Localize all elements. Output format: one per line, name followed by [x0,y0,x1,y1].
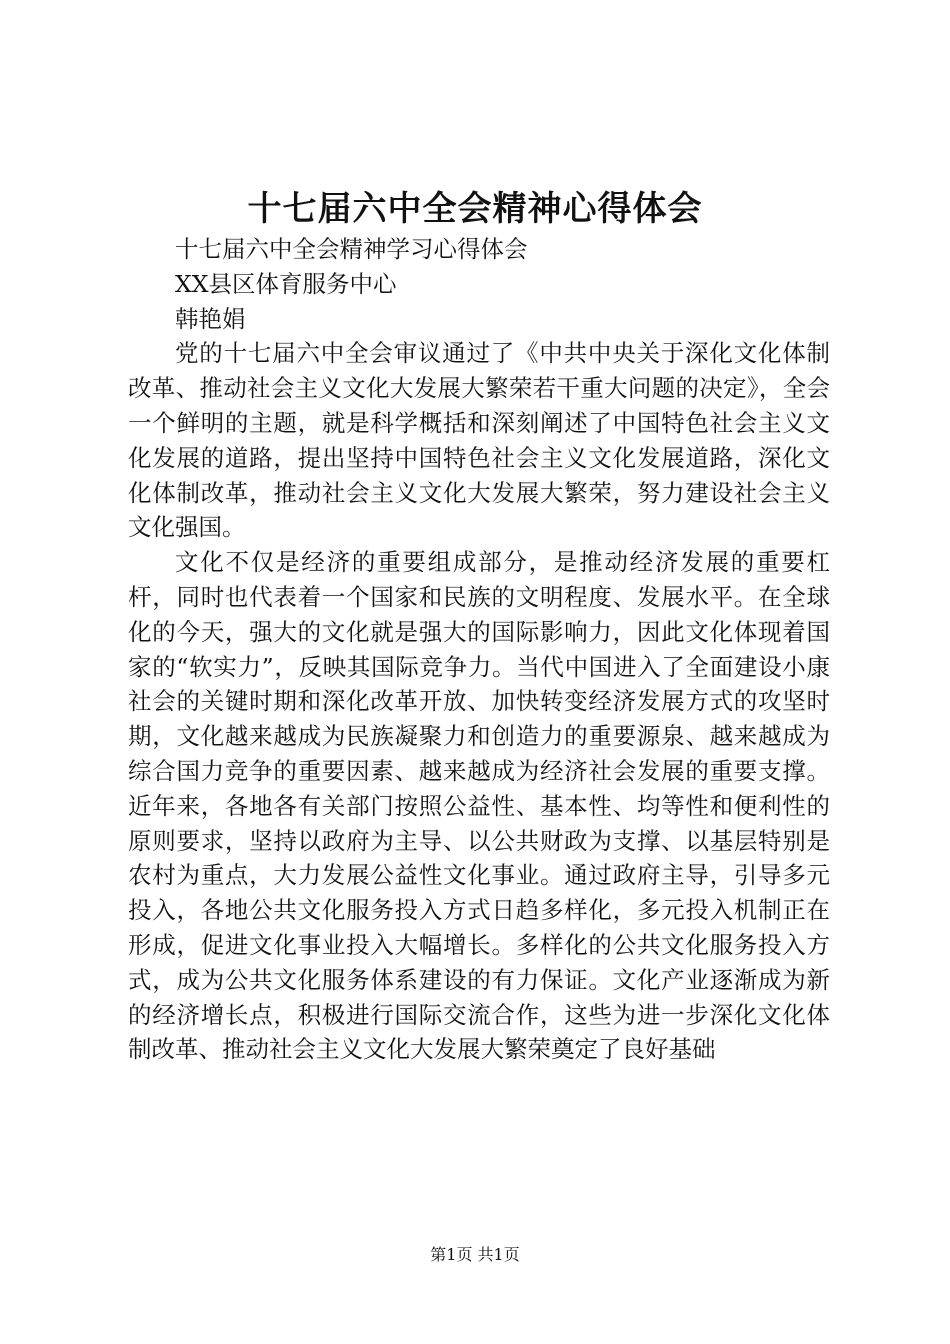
page-number-footer: 第1页 共1页 [430,1245,520,1264]
document-author: 韩艳娟 [175,304,246,333]
paragraph-2: 文化不仅是经济的重要组成部分，是推动经济发展的重要杠杆，同时也代表着一个国家和民族的文明程度、发展水平。在全球化的今天，强大的文化就是强大的国际影响力，因此文化体现着国家的“软实力”，反映其国际竞争力。当代中国进入了全面建设小康社会的关键时期和深化改革开放、加快转变经济发展方式的攻坚时期，文化越来越成为民族凝聚力和创造力的重要源泉、越来越成为综合国力竞争的重要因素、越来越成为经济社会发展的重要支撑。近年来，各地各有关部门按照公益性、基本性、均等性和便利性的原则要求，坚持以政府为主导、以公共财政为支撑、以基层特别是农村为重点，大力发展公益性文化事业。通过政府主导，引导多元投入，各地公共文化服务投入方式日趋多样化，多元投入机制正在形成，促进文化事业投入大幅增长。多样化的公共文化服务投入方式，成为公共文化服务体系建设的有力保证。文化产业逐渐成为新的经济增长点，积极进行国际交流合作，这些为进一步深化文化体制改革、推动社会主义文化大发展大繁荣奠定了良好基础 [128,548,830,1064]
document-subtitle: 十七届六中全会精神学习心得体会 [175,235,528,263]
paragraph-1: 党的十七届六中全会审议通过了《中共中央关于深化文化体制改革、推动社会主义文化大发展大繁荣若干重大问题的决定》，全会一个鲜明的主题，就是科学概括和深刻阐述了中国特色社会主义文化发展的道路，提出坚持中国特色社会主义文化发展道路，深化文化体制改革，推动社会主义文化大发展大繁荣，努力建设社会主义文化强国。 [128,339,830,542]
document-organization: XX县区体育服务中心 [175,269,397,298]
document-body [128,232,830,1067]
document-title: 十七届六中全会精神心得体会 [247,189,703,229]
